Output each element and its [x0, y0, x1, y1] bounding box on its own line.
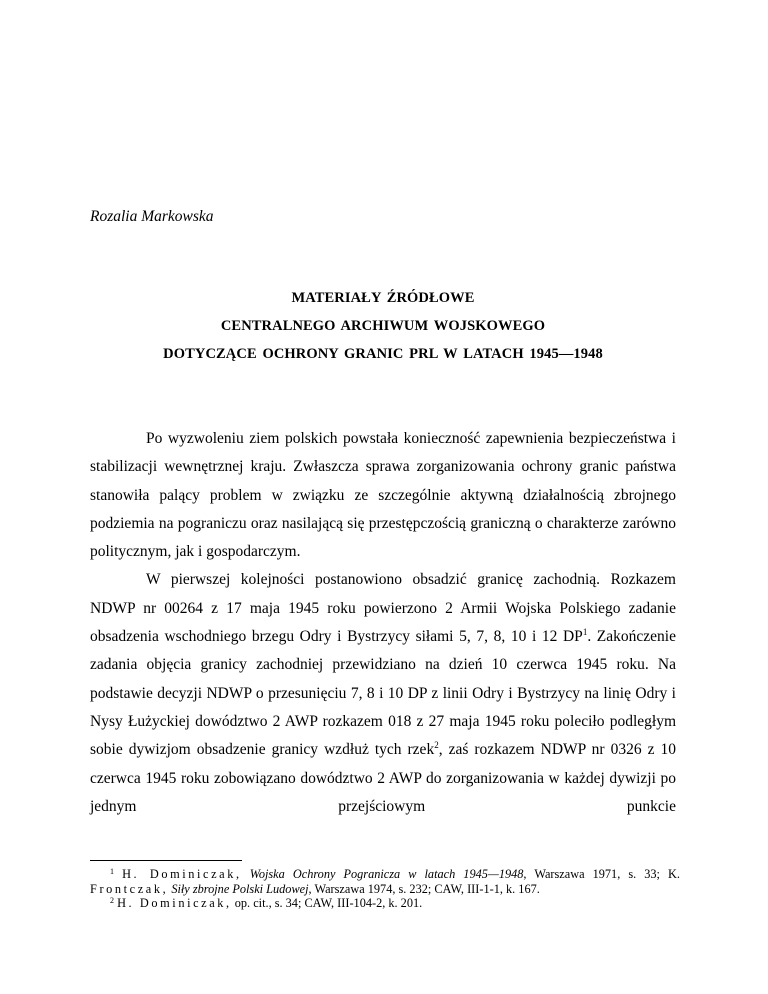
title-line-2: CENTRALNEGO ARCHIWUM WOJSKOWEGO [220, 318, 546, 334]
footnote-1-author-1: H. Dominiczak, [122, 867, 242, 881]
title-line-1: MATERIAŁY ŹRÓDŁOWE [291, 290, 475, 306]
author-name: Rozalia Markowska [90, 208, 214, 225]
footnote-1-title-1: Wojska Ochrony Pogranicza w latach 1945—1948 [249, 867, 524, 881]
paragraph-2 [90, 566, 676, 821]
footnote-1-rest-1: , Warszawa 1971, s. 33; K. [523, 867, 680, 881]
paragraph-1: Po wyzwoleniu ziem polskich powstała konieczność zapewnienia bezpieczeństwa i stabilizacji wewnętrznej kraju. Zwłaszcza sprawa zorganizowania ochrony granic państwa stanowiła palący problem w związku ze szczególnie aktywną działalnością zbrojnego podziemia na pograniczu oraz nasilającą się przestępczością graniczną o charakterze zarówno politycznym, jak i gospodarczym. [90, 430, 676, 561]
footnote-1-title-2: Siły zbrojne Polski Ludowej [171, 881, 309, 896]
footnote-1-author-2: Frontczak, [90, 881, 169, 896]
footnote-2-number: 2 [110, 896, 114, 905]
footnote-1-number: 1 [110, 867, 114, 876]
article-body [90, 425, 676, 821]
footnote-1-rest-2: , Warszawa 1974, s. 232; CAW, III-1-1, k. 167. [308, 881, 540, 896]
footnote-2-rest: op. cit., s. 34; CAW, III-104-2, k. 201. [231, 896, 423, 910]
footnote-separator [90, 860, 242, 861]
footnote-2 [90, 896, 680, 911]
paragraph-2-text-b: . Zakończenie zadania objęcia granicy zachodniej przewidziano na dzień 10 czerwca 1945 roku. Na podstawie decyzji NDWP o przesunięciu 7, 8 i 10 DP z linii Odry i Bystrzycy na linię Odry i Nysy Łużyckiej dowództwo 2 AWP rozkazem 018 z 27 maja 1945 roku poleciło podległym sobie dywizjom obsadzenie granicy wzdłuż tych rzek [90, 628, 676, 759]
footnotes [90, 867, 680, 911]
footnote-2-author: H. Dominiczak, [117, 896, 232, 910]
title-line-3: DOTYCZĄCE OCHRONY GRANIC PRL W LATACH 1945—1948 [163, 346, 603, 362]
paragraph-2-text-c: , zaś rozkazem NDWP nr 0326 z 10 czerwca 1945 roku zobowiązano dowództwo 2 AWP do zorganizowania w każdej dywizji po jednym przejściowym punkcie [90, 741, 676, 815]
footnote-ref-2[interactable]: 2 [434, 740, 439, 751]
footnote-1 [90, 867, 680, 896]
footnote-ref-1[interactable]: 1 [582, 627, 588, 638]
paragraph-2-text-a: W pierwszej kolejności postanowiono obsadzić granicę zachodnią. Rozkazem NDWP nr 00264 z 17 maja 1945 roku powierzono 2 Armii Wojska Polskiego zadanie obsadzenia wschodniego brzegu Odry i Bystrzycy siłami 5, 7, 8, 10 i 12 DP [90, 571, 676, 646]
